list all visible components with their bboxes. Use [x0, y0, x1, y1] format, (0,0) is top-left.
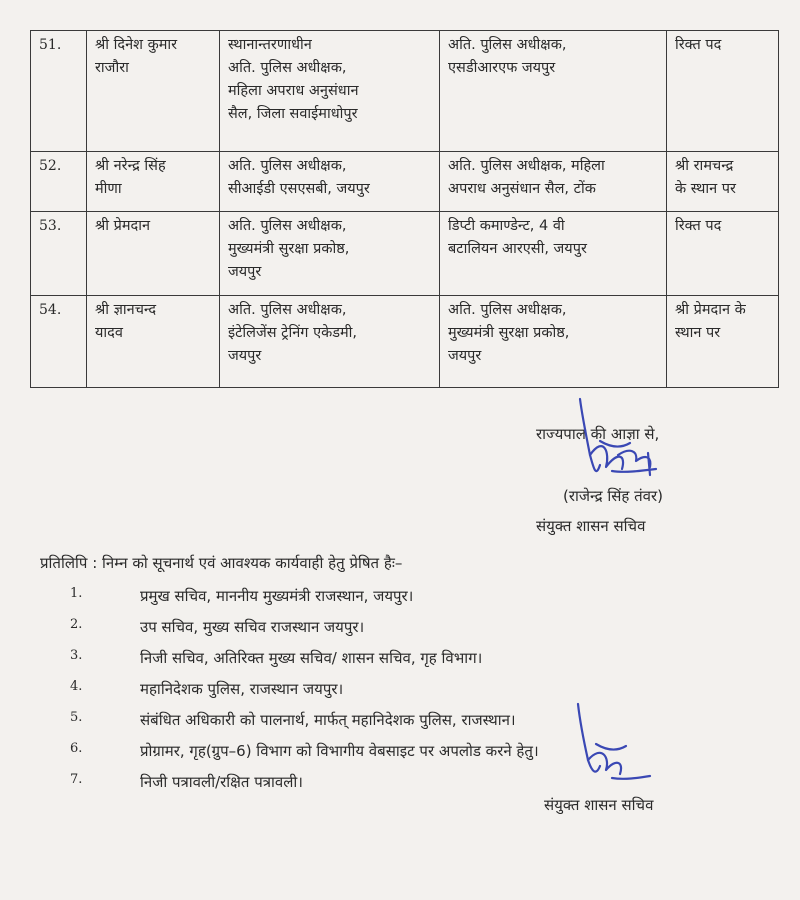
- current-post-cell: [220, 212, 440, 296]
- list-item-number: 1.: [70, 586, 83, 601]
- list-item: [40, 648, 539, 679]
- officer-name-cell: [87, 31, 220, 152]
- current-post-cell: [220, 296, 440, 388]
- remark: श्री रामचन्द्र: [675, 158, 734, 174]
- current-post-cell: [220, 31, 440, 152]
- copy-to-intro: प्रतिलिपि : निम्न को सूचनार्थ एवं आवश्यक कार्यवाही हेतु प्रेषित हैः–: [40, 554, 403, 572]
- current-post-cell: [220, 152, 440, 212]
- current-post: स्थानान्तरणाधीन: [228, 37, 312, 53]
- list-item-number: 4.: [70, 679, 83, 694]
- list-item-text: प्रोग्रामर, गृह(ग्रुप–6) विभाग को विभागीय वेबसाइट पर अपलोड करने हेतु।: [140, 742, 539, 760]
- list-item: [40, 617, 539, 648]
- current-post: जयपुर: [228, 264, 262, 280]
- remark-cell: [667, 31, 779, 152]
- officer-name: श्री ज्ञानचन्द: [95, 302, 157, 318]
- table-row: [31, 296, 779, 388]
- list-item-text: निजी सचिव, अतिरिक्त मुख्य सचिव/ शासन सचिव, गृह विभाग।: [140, 649, 483, 667]
- table-row: [31, 31, 779, 152]
- current-post: इंटेलिजेंस ट्रेनिंग एकेडमी,: [228, 325, 358, 341]
- signatory-designation: संयुक्त शासन सचिव: [536, 517, 646, 535]
- list-item-number: 3.: [70, 648, 83, 663]
- serial-number: 51.: [31, 31, 87, 152]
- new-post: जयपुर: [448, 348, 482, 364]
- officer-name: श्री दिनेश कुमार: [95, 37, 178, 53]
- new-post-cell: [440, 212, 667, 296]
- remark-cell: [667, 212, 779, 296]
- remark-cell: [667, 152, 779, 212]
- current-post: अति. पुलिस अधीक्षक,: [228, 218, 347, 234]
- new-post: अति. पुलिस अधीक्षक, महिला: [448, 158, 605, 174]
- handwritten-signature: [560, 700, 670, 785]
- list-item: [40, 772, 539, 803]
- new-post: एसडीआरएफ जयपुर: [448, 60, 556, 76]
- new-post: डिप्टी कमाण्डेन्ट, 4 वी: [448, 218, 565, 234]
- by-order-text: राज्यपाल की आज्ञा से,: [536, 425, 660, 443]
- current-post: अति. पुलिस अधीक्षक,: [228, 60, 347, 76]
- new-post: बटालियन आरएसी, जयपुर: [448, 241, 587, 257]
- signatory-designation-bottom: संयुक्त शासन सचिव: [544, 796, 654, 814]
- serial-number: 52.: [31, 152, 87, 212]
- list-item: [40, 679, 539, 710]
- list-item-number: 7.: [70, 772, 83, 787]
- list-item-text: महानिदेशक पुलिस, राजस्थान जयपुर।: [140, 680, 344, 698]
- current-post: मुख्यमंत्री सुरक्षा प्रकोष्ठ,: [228, 241, 350, 257]
- list-item: [40, 710, 539, 741]
- new-post-cell: [440, 152, 667, 212]
- remark-cell: [667, 296, 779, 388]
- new-post-cell: [440, 31, 667, 152]
- officer-name: यादव: [95, 325, 123, 341]
- officer-name-cell: [87, 212, 220, 296]
- officer-name: श्री प्रेमदान: [95, 218, 151, 234]
- current-post: जयपुर: [228, 348, 262, 364]
- officer-name: मीणा: [95, 181, 122, 197]
- current-post: सीआईडी एसएसबी, जयपुर: [228, 181, 370, 197]
- officer-name: श्री नरेन्द्र सिंह: [95, 158, 166, 174]
- signatory-name: (राजेन्द्र सिंह तंवर): [563, 487, 664, 505]
- remark: श्री प्रेमदान के: [675, 302, 746, 318]
- new-post: अपराध अनुसंधान सैल, टोंक: [448, 181, 596, 197]
- transfer-table: [30, 30, 779, 388]
- new-post-cell: [440, 296, 667, 388]
- remark: रिक्त पद: [675, 37, 722, 53]
- list-item-text: उप सचिव, मुख्य सचिव राजस्थान जयपुर।: [140, 618, 365, 636]
- officer-name-cell: [87, 296, 220, 388]
- table-row: [31, 152, 779, 212]
- list-item: [40, 586, 539, 617]
- list-item-text: निजी पत्रावली/रक्षित पत्रावली।: [140, 773, 303, 791]
- officer-name-cell: [87, 152, 220, 212]
- remark: स्थान पर: [675, 325, 721, 341]
- current-post: सैल, जिला सवाईमाधोपुर: [228, 106, 358, 122]
- new-post: अति. पुलिस अधीक्षक,: [448, 302, 567, 318]
- list-item-number: 2.: [70, 617, 83, 632]
- serial-number: 53.: [31, 212, 87, 296]
- list-item: [40, 741, 539, 772]
- officer-name: राजौरा: [95, 60, 129, 76]
- current-post: अति. पुलिस अधीक्षक,: [228, 302, 347, 318]
- remark: के स्थान पर: [675, 181, 736, 197]
- remark: रिक्त पद: [675, 218, 722, 234]
- current-post: महिला अपराध अनुसंधान: [228, 83, 359, 99]
- list-item-number: 5.: [70, 710, 83, 725]
- copy-to-list: [40, 586, 539, 803]
- current-post: अति. पुलिस अधीक्षक,: [228, 158, 347, 174]
- new-post: मुख्यमंत्री सुरक्षा प्रकोष्ठ,: [448, 325, 570, 341]
- table-row: [31, 212, 779, 296]
- serial-number: 54.: [31, 296, 87, 388]
- list-item-text: प्रमुख सचिव, माननीय मुख्यमंत्री राजस्थान, जयपुर।: [140, 587, 414, 605]
- new-post: अति. पुलिस अधीक्षक,: [448, 37, 567, 53]
- list-item-text: संबंधित अधिकारी को पालनार्थ, मार्फत् महानिदेशक पुलिस, राजस्थान।: [140, 711, 516, 729]
- list-item-number: 6.: [70, 741, 83, 756]
